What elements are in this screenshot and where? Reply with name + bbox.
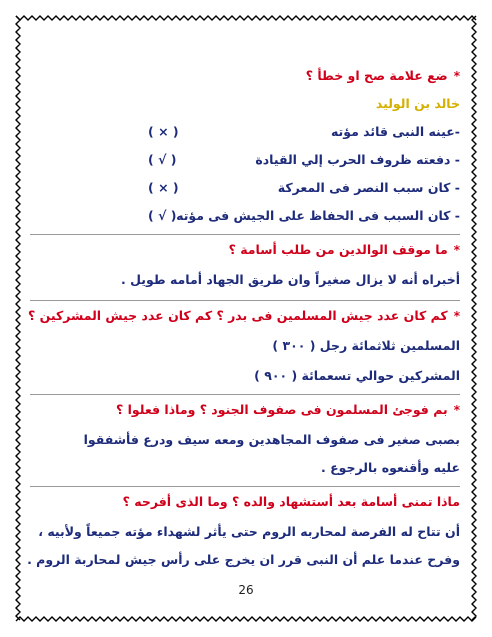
item-1-mark: ( × ) [148, 124, 179, 139]
bullet-star: * [453, 309, 460, 323]
section3-answer-2: المشركين حوالي تسعمائة ( ٩٠٠ ) [254, 368, 460, 383]
section2-question: *ما موقف الوالدين من طلب أسامة ؟ [228, 242, 460, 257]
section1-subject: خالد بن الوليد [375, 96, 460, 111]
section4-question: *بم فوجئ المسلمون فى صفوف الجنود ؟ وماذا فعلوا ؟ [116, 402, 460, 417]
item-4-text: - كان السبب فى الحفاظ على الجيش فى مؤته [176, 208, 460, 223]
section1-question: *ضع علامة صح او خطأ ؟ [305, 68, 460, 83]
item-2-text: - دفعته ظروف الحرب إلي القيادة [255, 152, 460, 167]
divider [30, 394, 460, 395]
section4-answer-2: عليه وأقنعوه بالرجوع . [321, 460, 460, 475]
section5-question: ماذا تمنى أسامة بعد أستشهاد والده ؟ وما الذى أفرحه ؟ [122, 494, 460, 509]
bullet-star: * [453, 403, 460, 417]
section5-answer-2: وفرح عندما علم أن النبى قرر ان يخرج على رأس جيش لمحاربة الروم . [27, 552, 460, 567]
divider [30, 300, 460, 301]
item-1-text: -عينه النبى قائد مؤته [330, 124, 460, 139]
section3-question: *كم كان عدد جيش المسلمين فى بدر ؟ كم كان عدد جيش المشركين ؟ [27, 308, 460, 323]
item-2-mark: ( √ ) [148, 152, 177, 167]
item-3-mark: ( × ) [148, 180, 179, 195]
item-3-text: - كان سبب النصر فى المعركة [277, 180, 460, 195]
section5-answer-1: أن تتاح له الفرصة لمحاربه الروم حتى يأثر لشهداء مؤته جميعاً ولأبيه ، [38, 524, 460, 539]
bullet-star: * [453, 243, 460, 257]
page-number: 26 [238, 583, 254, 597]
item-4-mark: ( √ ) [148, 208, 177, 223]
worksheet-content [27, 54, 460, 594]
divider [30, 234, 460, 235]
bullet-star: * [453, 69, 460, 83]
section3-answer-1: المسلمين ثلاثمائة رجل ( ٣٠٠ ) [272, 338, 460, 353]
section2-answer: أخبراه أنه لا يزال صغيراً وان طريق الجهاد أمامه طويل . [121, 272, 460, 287]
divider [30, 486, 460, 487]
section4-answer-1: بصبى صغير فى صفوف المجاهدين ومعه سيف ودرع فأشفقوا [83, 432, 460, 447]
